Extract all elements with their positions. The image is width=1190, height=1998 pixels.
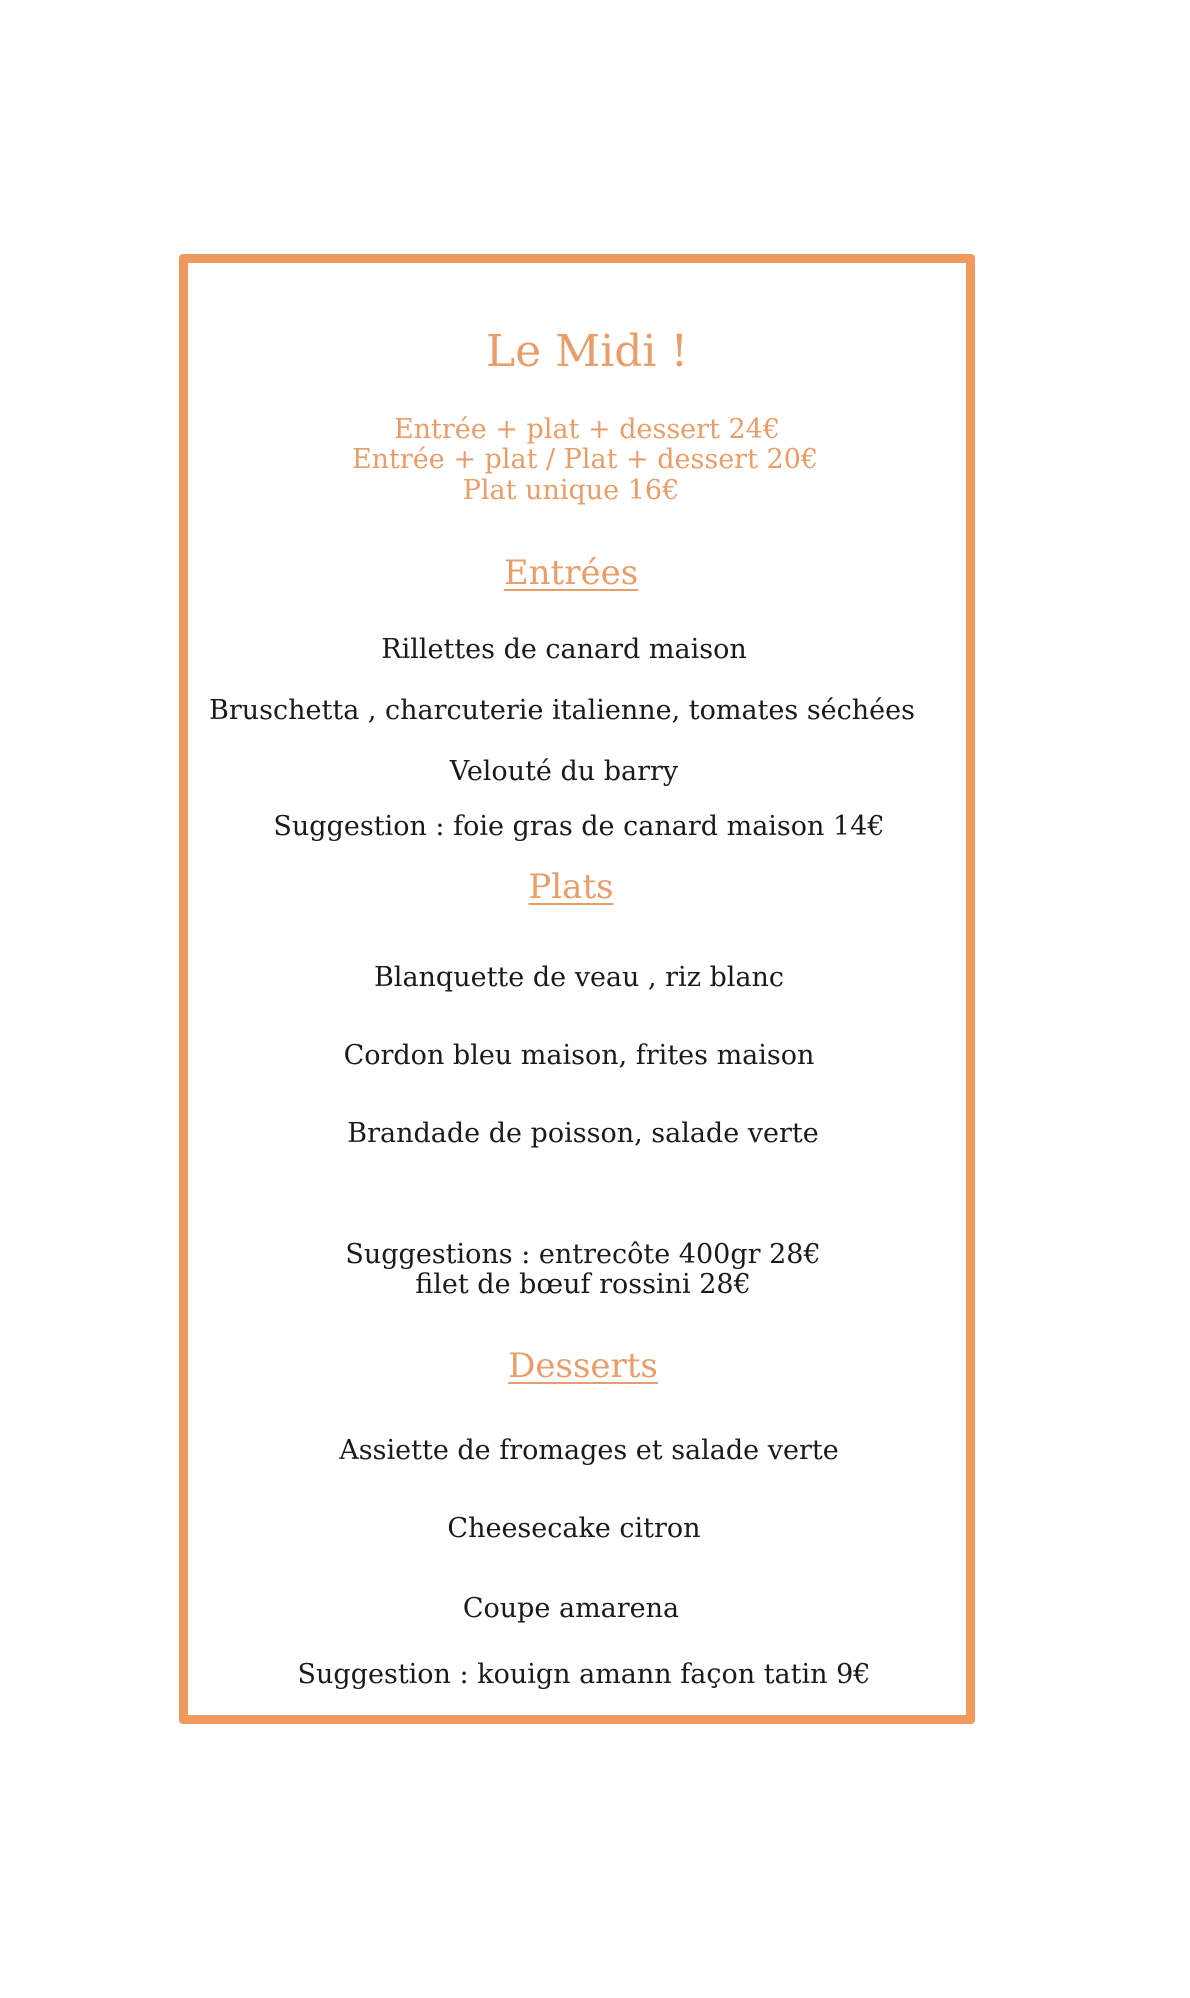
formula-line: Entrée + plat + dessert 24€ — [393, 414, 781, 445]
formula-line: Entrée + plat / Plat + dessert 20€ — [351, 444, 819, 475]
suggestion-line: Suggestions : entrecôte 400gr 28€ — [345, 1239, 821, 1270]
section-heading-desserts: Desserts — [508, 1346, 658, 1386]
menu-item: Cheesecake citron — [447, 1513, 701, 1544]
section-heading-entrees: Entrées — [503, 553, 639, 593]
menu-item: Blanquette de veau , riz blanc — [373, 962, 785, 993]
menu-item: Coupe amarena — [462, 1593, 680, 1624]
menu-item: Brandade de poisson, salade verte — [347, 1118, 819, 1149]
menu-item: Cordon bleu maison, frites maison — [343, 1040, 815, 1071]
suggestion-line: Suggestion : kouign amann façon tatin 9€ — [297, 1659, 871, 1690]
formula-line: Plat unique 16€ — [462, 475, 680, 506]
section-heading-plats: Plats — [528, 867, 614, 907]
suggestion-line: Suggestion : foie gras de canard maison 14€ — [273, 811, 885, 842]
menu-item: Rillettes de canard maison — [381, 634, 747, 665]
menu-item: Assiette de fromages et salade verte — [339, 1435, 839, 1466]
menu-item: Bruschetta , charcuterie italienne, tomates séchées — [209, 695, 915, 726]
menu-item: Velouté du barry — [449, 756, 679, 787]
menu-title: Le Midi ! — [485, 326, 689, 377]
suggestion-line: filet de bœuf rossini 28€ — [415, 1269, 751, 1300]
